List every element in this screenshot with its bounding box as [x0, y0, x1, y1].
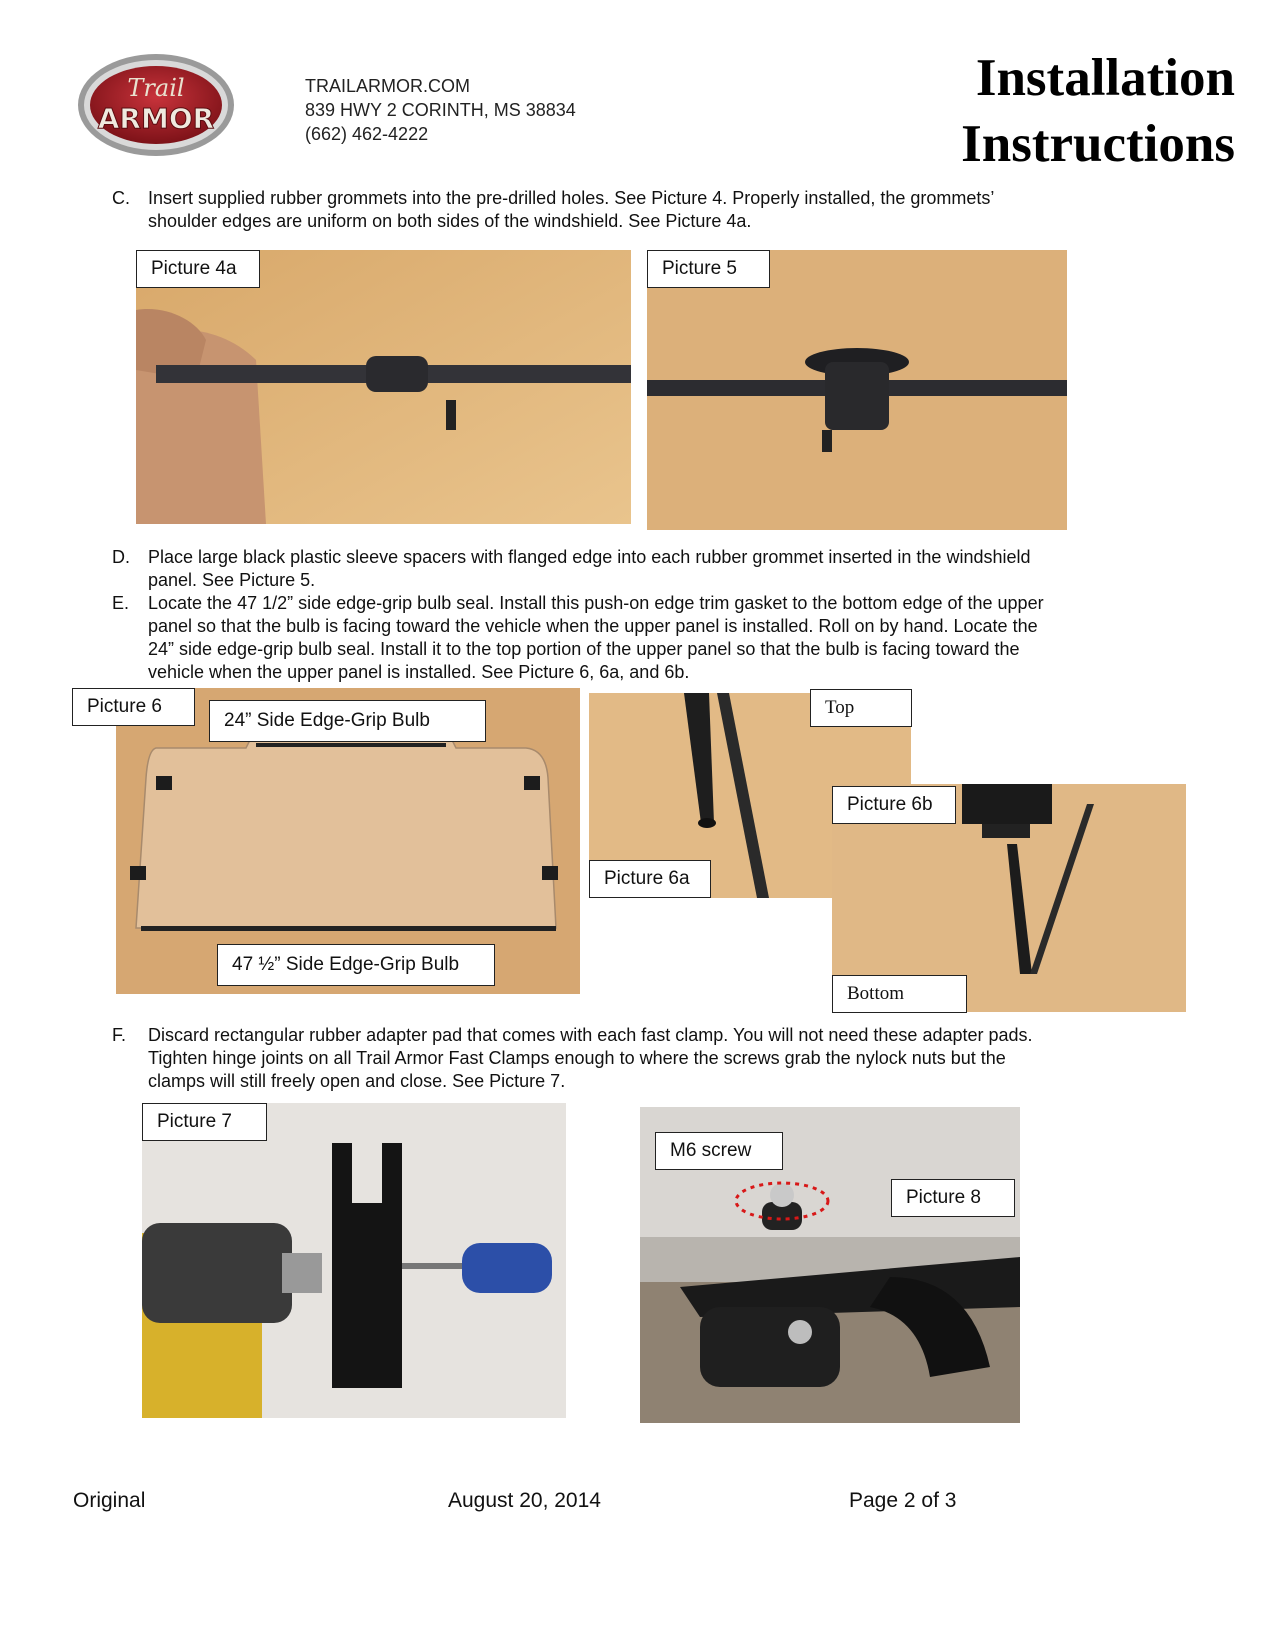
label-picture-8: Picture 8	[891, 1179, 1015, 1217]
trail-armor-logo	[76, 52, 236, 158]
label-m6-screw: M6 screw	[655, 1132, 783, 1170]
svg-text:Trail: Trail	[127, 74, 185, 102]
step-letter: E.	[112, 593, 130, 613]
photo-tighten-clamp	[142, 1103, 566, 1418]
step-f: F. Discard rectangular rubber adapter pad that comes with each fast clamp. You will not need these adapter pads. Tighten hinge joints on all Trail Armor Fast Clamps enough to where the screws grab the nylock nuts but the clamps will still freely open and close. See Picture 7.	[112, 1025, 1033, 1091]
label-picture-7: Picture 7	[142, 1103, 267, 1141]
label-47-bulb: 47 ½” Side Edge-Grip Bulb	[217, 944, 495, 986]
label-picture-5: Picture 5	[647, 250, 770, 288]
label-picture-6: Picture 6	[72, 688, 195, 726]
page-title: Installation Instructions	[961, 49, 1235, 173]
step-letter: C.	[112, 188, 130, 208]
label-24-bulb: 24” Side Edge-Grip Bulb	[209, 700, 486, 742]
label-picture-6b: Picture 6b	[832, 786, 956, 824]
label-top: Top	[810, 689, 912, 727]
step-e: E. Locate the 47 1/2” side edge-grip bulb seal. Install this push-on edge trim gasket to the bottom edge of the upper panel so that the bulb is facing toward the vehicle when the upper panel is installed. Roll on by hand. Locate the 24” side edge-grip bulb seal. Install it to the top portion of the upper panel so that the bulb is facing toward the vehicle when the upper panel is installed. See Picture 6, 6a, and 6b.	[112, 593, 1044, 682]
company-address: 839 HWY 2 CORINTH, MS 38834	[305, 100, 576, 120]
company-website: TRAILARMOR.COM	[305, 76, 471, 96]
step-letter: F.	[112, 1025, 127, 1045]
footer-date: August 20, 2014	[448, 1489, 601, 1512]
label-picture-4a: Picture 4a	[136, 250, 260, 288]
company-info	[305, 74, 576, 146]
photo-sleeve-spacer	[647, 250, 1067, 530]
photo-grommet-side	[136, 250, 631, 524]
label-picture-6a: Picture 6a	[589, 860, 711, 898]
step-letter: D.	[112, 547, 130, 567]
company-phone: (662) 462-4222	[305, 124, 429, 144]
step-d: D. Place large black plastic sleeve spacers with flanged edge into each rubber grommet inserted in the windshield panel. See Picture 5.	[112, 547, 1031, 590]
svg-text:ARMOR: ARMOR	[97, 102, 215, 135]
step-c: C. Insert supplied rubber grommets into the pre-drilled holes. See Picture 4. Properly installed, the grommets’ shoulder edges are uniform on both sides of the windshield. See Picture 4a.	[112, 188, 995, 231]
footer-status: Original	[73, 1489, 146, 1512]
label-bottom: Bottom	[832, 975, 967, 1013]
footer-page-number: Page 2 of 3	[849, 1489, 957, 1512]
